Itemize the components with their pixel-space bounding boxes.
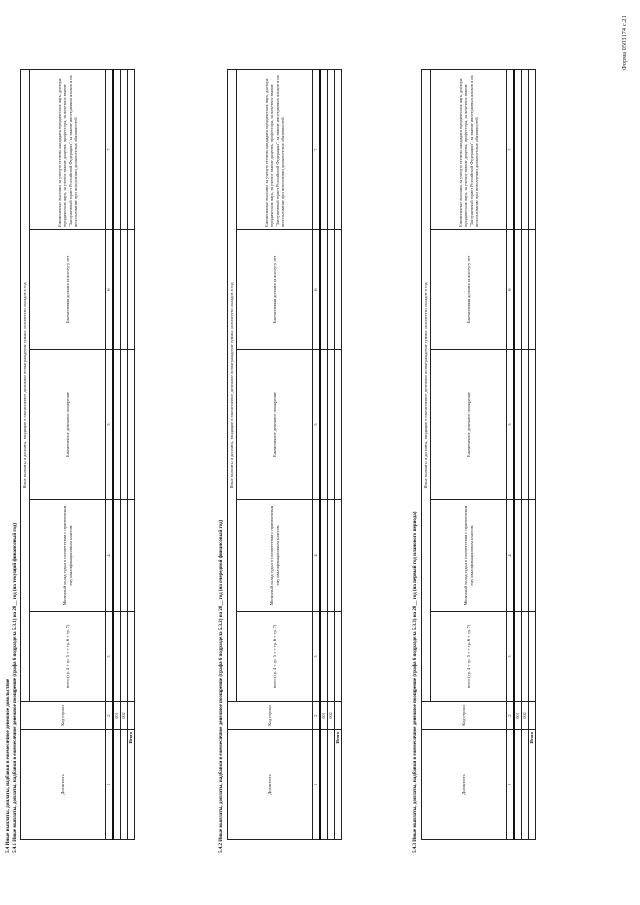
cell-code: [529, 702, 536, 730]
cell-code: 001: [320, 702, 328, 730]
cell-value[interactable]: [514, 612, 522, 702]
cell-value[interactable]: [128, 612, 135, 702]
total-row: [335, 70, 342, 840]
cell-value[interactable]: [335, 70, 342, 230]
table-row: [514, 70, 522, 840]
cell-value[interactable]: [529, 500, 536, 612]
cell-value[interactable]: [522, 230, 529, 350]
cell-value[interactable]: [335, 612, 342, 702]
cell-value[interactable]: [113, 70, 121, 230]
col-number: 7: [313, 70, 321, 230]
table-1-title: 5.4.1 Иные выплаты, доплаты, надбавки в ежемесячное денежное поощрение (графа 6 подраздела 5.3.1) на 20__ год (на текущий финансовый год): [13, 522, 18, 853]
col-number: 1: [507, 730, 515, 840]
cell-value[interactable]: [328, 350, 335, 500]
table-3: [421, 69, 536, 840]
form-code: Форма 0503174 с.21: [622, 15, 628, 70]
cell-value[interactable]: [522, 70, 529, 230]
table-2-title: 5.4.2 Иные выплаты, доплаты, надбавки в ежемесячное денежное поощрение (графа 6 подраздела 5.3.2) на 20__ год (на очередной финансовый год): [219, 519, 224, 853]
total-label: Итого: [529, 730, 536, 840]
table-row: [328, 70, 335, 840]
header-total: всего (гр. 4 + гр. 5 + + гр. 6 + гр. 7): [237, 612, 313, 702]
cell-value[interactable]: [328, 230, 335, 350]
section-title: 5.4 Иные выплаты, доплаты, надбавки в ежемесячное денежное довольствие: [6, 678, 11, 853]
header-monthly-salary: Месячный оклад судьи в соответствии с присвоенным ему квалификационным классом: [237, 500, 313, 612]
cell-value[interactable]: [320, 350, 328, 500]
col-number: 3: [507, 612, 515, 702]
table-1: [20, 69, 135, 840]
cell-code: 002: [121, 702, 128, 730]
cell-position[interactable]: [113, 730, 121, 840]
cell-position[interactable]: [121, 730, 128, 840]
header-position: Должность: [422, 730, 507, 840]
cell-value[interactable]: [529, 350, 536, 500]
cell-value[interactable]: [335, 230, 342, 350]
cell-value[interactable]: [514, 500, 522, 612]
table-row: [121, 70, 128, 840]
col-number: 7: [106, 70, 114, 230]
col-number: 6: [507, 230, 515, 350]
col-number: 3: [313, 612, 321, 702]
cell-value[interactable]: [121, 230, 128, 350]
cell-value[interactable]: [335, 500, 342, 612]
cell-position[interactable]: [514, 730, 522, 840]
header-group: Иные выплаты и доплаты, входящие в ежемесячное денежное вознаграждение суммы: количество окладов в год: [228, 70, 237, 702]
header-degree: Ежемесячные выплаты за ученую степень кандидата юридических наук, доктора юридических наук, за ученое звание доцента, профессора, за почетное звание "Заслуженный юрист Российской Федерации", за знание иностранных языков и их использование при исполнении должностных обязанностей: [431, 70, 507, 230]
cell-value[interactable]: [529, 70, 536, 230]
cell-value[interactable]: [522, 350, 529, 500]
col-number: 5: [313, 350, 321, 500]
cell-value[interactable]: [113, 350, 121, 500]
cell-value[interactable]: [113, 612, 121, 702]
table-row: [113, 70, 121, 840]
cell-value[interactable]: [128, 70, 135, 230]
col-number: 4: [313, 500, 321, 612]
col-number: 7: [507, 70, 515, 230]
col-number: 2: [106, 702, 114, 730]
cell-value[interactable]: [113, 230, 121, 350]
cell-value[interactable]: [514, 350, 522, 500]
header-seniority: Ежемесячная доплата за выслугу лет: [237, 230, 313, 350]
header-group: Иные выплаты и доплаты, входящие в ежемесячное денежное вознаграждение суммы: количество окладов в год: [21, 70, 30, 702]
header-monthly-salary: Месячный оклад судьи в соответствии с присвоенным ему квалификационным классом: [30, 500, 106, 612]
cell-value[interactable]: [328, 500, 335, 612]
cell-value[interactable]: [320, 70, 328, 230]
total-label: Итого: [128, 730, 135, 840]
header-monthly-bonus: Ежемесячное денежное поощрение: [237, 350, 313, 500]
cell-value[interactable]: [514, 70, 522, 230]
total-label: Итого: [335, 730, 342, 840]
cell-value[interactable]: [320, 612, 328, 702]
table-row: [320, 70, 328, 840]
cell-value[interactable]: [121, 500, 128, 612]
header-code: Код строки: [21, 702, 106, 730]
cell-value[interactable]: [335, 350, 342, 500]
header-monthly-bonus: Ежемесячное денежное поощрение: [431, 350, 507, 500]
col-number: 4: [106, 500, 114, 612]
cell-value[interactable]: [128, 350, 135, 500]
cell-code: 002: [328, 702, 335, 730]
cell-code: 002: [522, 702, 529, 730]
cell-value[interactable]: [320, 230, 328, 350]
cell-value[interactable]: [522, 500, 529, 612]
table-row: [522, 70, 529, 840]
cell-value[interactable]: [121, 70, 128, 230]
header-monthly-bonus: Ежемесячное денежное поощрение: [30, 350, 106, 500]
cell-value[interactable]: [121, 612, 128, 702]
cell-code: 001: [113, 702, 121, 730]
col-number: 2: [313, 702, 321, 730]
header-group: Иные выплаты и доплаты, входящие в ежемесячное денежное вознаграждение суммы: количество окладов в год: [422, 70, 431, 702]
header-code: Код строки: [422, 702, 507, 730]
header-position: Должность: [228, 730, 313, 840]
table-3-title: 5.4.3 Иные выплаты, доплаты, надбавки в ежемесячное денежное поощрение (графа 6 подраздела 5.3.3) на 20__ год (на первый год планового периода): [413, 511, 418, 853]
col-number: 2: [507, 702, 515, 730]
header-code: Код строки: [228, 702, 313, 730]
header-seniority: Ежемесячная доплата за выслугу лет: [431, 230, 507, 350]
cell-value[interactable]: [529, 230, 536, 350]
cell-value[interactable]: [121, 350, 128, 500]
cell-position[interactable]: [320, 730, 328, 840]
col-number: 6: [106, 230, 114, 350]
cell-code: 001: [514, 702, 522, 730]
cell-value[interactable]: [113, 500, 121, 612]
table-2: [227, 69, 342, 840]
cell-value[interactable]: [328, 612, 335, 702]
total-row: [529, 70, 536, 840]
header-position: Должность: [21, 730, 106, 840]
header-monthly-salary: Месячный оклад судьи в соответствии с присвоенным ему квалификационным классом: [431, 500, 507, 612]
cell-code: [128, 702, 135, 730]
cell-value[interactable]: [529, 612, 536, 702]
header-total: всего (гр. 4 + гр. 5 + + гр. 6 + гр. 7): [30, 612, 106, 702]
cell-code: [335, 702, 342, 730]
col-number: 3: [106, 612, 114, 702]
header-total: всего (гр. 4 + гр. 5 + + гр. 6 + гр. 7): [431, 612, 507, 702]
header-seniority: Ежемесячная доплата за выслугу лет: [30, 230, 106, 350]
total-row: [128, 70, 135, 840]
header-degree: Ежемесячные выплаты за ученую степень кандидата юридических наук, доктора юридических наук, за ученое звание доцента, профессора, за почетное звание "Заслуженный юрист Российской Федерации", за знание иностранных языков и их использование при исполнении должностных обязанностей: [30, 70, 106, 230]
col-number: 4: [507, 500, 515, 612]
header-degree: Ежемесячные выплаты за ученую степень кандидата юридических наук, доктора юридических наук, за ученое звание доцента, профессора, за почетное звание "Заслуженный юрист Российской Федерации", за знание иностранных языков и их использование при исполнении должностных обязанностей: [237, 70, 313, 230]
col-number: 6: [313, 230, 321, 350]
cell-value[interactable]: [522, 612, 529, 702]
col-number: 1: [106, 730, 114, 840]
cell-position[interactable]: [328, 730, 335, 840]
col-number: 5: [507, 350, 515, 500]
cell-value[interactable]: [328, 70, 335, 230]
cell-value[interactable]: [128, 500, 135, 612]
col-number: 5: [106, 350, 114, 500]
col-number: 1: [313, 730, 321, 840]
cell-position[interactable]: [522, 730, 529, 840]
cell-value[interactable]: [514, 230, 522, 350]
cell-value[interactable]: [320, 500, 328, 612]
cell-value[interactable]: [128, 230, 135, 350]
